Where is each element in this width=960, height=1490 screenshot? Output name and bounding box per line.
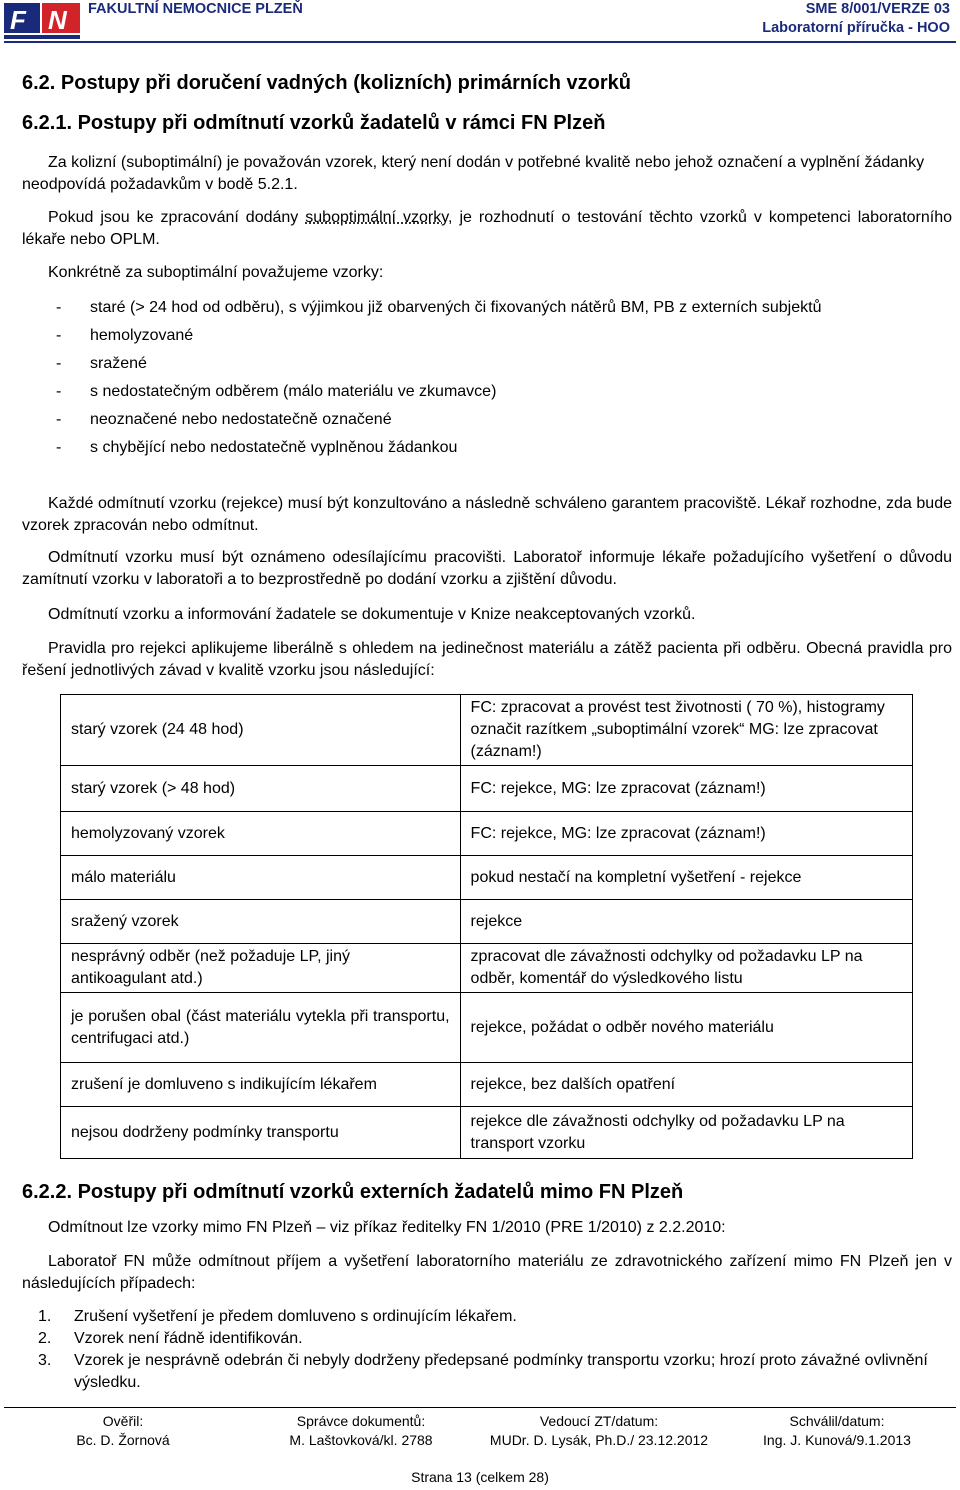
footer-approved	[718, 1408, 956, 1451]
table-row	[61, 812, 913, 856]
svg-text:F: F	[10, 5, 26, 35]
footer-label: Ověřil:	[102, 1413, 144, 1429]
table-row	[61, 695, 913, 766]
hospital-logo	[4, 1, 82, 45]
list-item	[38, 1350, 950, 1394]
problem-cell: zrušení je domluveno s indikujícím lékařem	[61, 1063, 461, 1107]
subsection-heading-2: 6.2.2. Postupy při odmítnutí vzorků externích žadatelů mimo FN Plzeň	[22, 1181, 684, 1203]
footer-document-manager	[242, 1408, 480, 1451]
action-cell: rejekce, bez dalších opatření	[460, 1063, 912, 1107]
footer-value: Ing. J. Kunová/9.1.2013	[763, 1432, 911, 1448]
list-marker: -	[56, 439, 62, 456]
section-heading: 6.2. Postupy při doručení vadných (kolizních) primárních vzorků	[22, 72, 632, 94]
table-row	[61, 944, 913, 993]
list-item	[56, 437, 952, 459]
external-rejection-list	[38, 1306, 950, 1394]
list-number: 3.	[38, 1352, 52, 1369]
footer-value: M. Laštovková/kl. 2788	[289, 1432, 433, 1448]
list-marker: -	[56, 299, 62, 316]
list-item-text: neoznačené nebo nedostatečně označené	[90, 411, 392, 428]
problem-cell: nesprávný odběr (než požaduje LP, jiný antikoagulant atd.)	[61, 944, 461, 993]
suboptimal-samples-term: suboptimální vzorky	[305, 209, 449, 226]
paragraph-external-cases: Laboratoř FN může odmítnout příjem a vyšetření laboratorního materiálu ze zdravotnického zařízení mimo FN Plzeň jen v následujících případech:	[22, 1253, 952, 1292]
problem-cell: hemolyzovaný vzorek	[61, 812, 461, 856]
table-row	[61, 1107, 913, 1159]
footer-head	[480, 1408, 718, 1451]
list-number: 1.	[38, 1308, 52, 1325]
paragraph-decision	[22, 207, 952, 251]
footer-verified	[4, 1408, 242, 1451]
table-row	[61, 993, 913, 1063]
action-cell: pokud nestačí na kompletní vyšetření - rejekce	[460, 856, 912, 900]
paragraph-decision-text-a: Pokud jsou ke zpracování dodány	[48, 209, 306, 226]
suboptimal-list	[56, 297, 952, 465]
list-item-text: sražené	[90, 355, 147, 372]
problem-cell: starý vzorek (24 48 hod)	[61, 695, 461, 766]
page-number: Strana 13 (celkem 28)	[411, 1469, 549, 1485]
list-item-text: Zrušení vyšetření je předem domluveno s ordinujícím lékařem.	[74, 1308, 517, 1325]
action-cell: FC: rejekce, MG: lze zpracovat (záznam!)	[460, 766, 912, 812]
list-marker: -	[56, 411, 62, 428]
svg-text:N: N	[48, 5, 67, 35]
paragraph-rules-intro: Pravidla pro rejekci aplikujeme liberálně s ohledem na jedinečnost materiálu a zátěž pacienta při odběru. Obecná pravidla pro řešení jednotlivých závad v kvalitě vzorku jsou následující:	[22, 640, 952, 679]
approval-footer	[4, 1407, 956, 1450]
paragraph-decision-text-b: , je rozhodnutí o testování těchto vzorků v kompetenci laboratorního lékaře nebo OPLM.	[22, 209, 953, 248]
problem-cell: je porušen obal (část materiálu vytekla při transportu, centrifugaci atd.)	[61, 993, 461, 1063]
problem-cell: málo materiálu	[61, 856, 461, 900]
list-item	[56, 381, 952, 403]
list-item	[38, 1306, 950, 1328]
problem-cell: starý vzorek (> 48 hod)	[61, 766, 461, 812]
table-row	[61, 766, 913, 812]
footer-value: MUDr. D. Lysák, Ph.D./ 23.12.2012	[489, 1432, 709, 1448]
list-item-text: Vzorek není řádně identifikován.	[74, 1330, 303, 1347]
table-row	[61, 900, 913, 944]
document-title: Laboratorní příručka - HOO	[762, 20, 950, 36]
list-item-text: s chybějící nebo nedostatečně vyplněnou žádankou	[90, 439, 458, 456]
list-item-text: s nedostatečným odběrem (málo materiálu ve zkumavce)	[90, 383, 497, 400]
header-divider	[4, 41, 956, 43]
hospital-name: FAKULTNÍ NEMOCNICE PLZEŇ	[88, 1, 303, 17]
action-cell: rejekce	[460, 900, 912, 944]
document-code: SME 8/001/VERZE 03	[805, 1, 950, 17]
footer-label: Správce dokumentů:	[296, 1413, 426, 1429]
list-number: 2.	[38, 1330, 52, 1347]
problem-cell: nejsou dodrženy podmínky transportu	[61, 1107, 461, 1159]
list-item	[56, 409, 952, 431]
action-cell: FC: rejekce, MG: lze zpracovat (záznam!)	[460, 812, 912, 856]
table-row	[61, 1063, 913, 1107]
paragraph-list-intro: Konkrétně za suboptimální považujeme vzorky:	[48, 264, 384, 281]
footer-label: Vedoucí ZT/datum:	[539, 1413, 659, 1429]
list-marker: -	[56, 327, 62, 344]
paragraph-rejection-notice: Odmítnutí vzorku musí být oznámeno odesílajícímu pracovišti. Laboratoř informuje lékaře požadujícího vyšetření o důvodu zamítnutí vzorku v laboratoři a to bezprostředně po dodání vzorku a zjištění důvodu.	[22, 549, 952, 588]
list-item-text: Vzorek je nesprávně odebrán či nebyly dodrženy předepsané podmínky transportu vzorku; hrozí proto závažné ovlivnění výsledku.	[74, 1352, 928, 1391]
list-item	[56, 325, 952, 347]
action-cell: rejekce, požádat o odběr nového materiálu	[460, 993, 912, 1063]
subsection-heading-1: 6.2.1. Postupy při odmítnutí vzorků žadatelů v rámci FN Plzeň	[22, 112, 606, 134]
paragraph-external-reference: Odmítnout lze vzorky mimo FN Plzeň – viz příkaz ředitelky FN 1/2010 (PRE 1/2010) z 2.2.2010:	[48, 1219, 726, 1236]
paragraph-rejection-approval: Každé odmítnutí vzorku (rejekce) musí být konzultováno a následně schváleno garantem pracoviště. Lékař rozhodne, zda bude vzorek zpracován nebo odmítnut.	[22, 495, 952, 534]
problem-cell: sražený vzorek	[61, 900, 461, 944]
paragraph-definition: Za kolizní (suboptimální) je považován vzorek, který není dodán v potřebné kvalitě nebo jehož označení a vyplnění žádanky neodpovídá požadavkům v bodě 5.2.1.	[22, 154, 925, 193]
list-item-text: hemolyzované	[90, 327, 194, 344]
list-marker: -	[56, 383, 62, 400]
rejection-rules-table	[60, 694, 913, 1159]
list-marker: -	[56, 355, 62, 372]
action-cell: zpracovat dle závažnosti odchylky od požadavku LP na odběr, komentář do výsledkového listu	[460, 944, 912, 993]
action-cell: FC: zpracovat a provést test životnosti ( 70 %), histogramy označit razítkem „suboptimální vzorek“ MG: lze zpracovat (záznam!)	[460, 695, 912, 766]
action-cell: rejekce dle závažnosti odchylky od požadavku LP na transport vzorku	[460, 1107, 912, 1159]
list-item-text: staré (> 24 hod od odběru), s výjimkou již obarvených či fixovaných nátěrů BM, PB z externích subjektů	[90, 299, 822, 316]
paragraph-documentation: Odmítnutí vzorku a informování žadatele se dokumentuje v Knize neakceptovaných vzorků.	[48, 606, 696, 623]
table-row	[61, 856, 913, 900]
footer-value: Bc. D. Žornová	[76, 1432, 170, 1448]
list-item	[56, 297, 952, 319]
list-item	[56, 353, 952, 375]
footer-label: Schválil/datum:	[789, 1413, 885, 1429]
list-item	[38, 1328, 950, 1350]
